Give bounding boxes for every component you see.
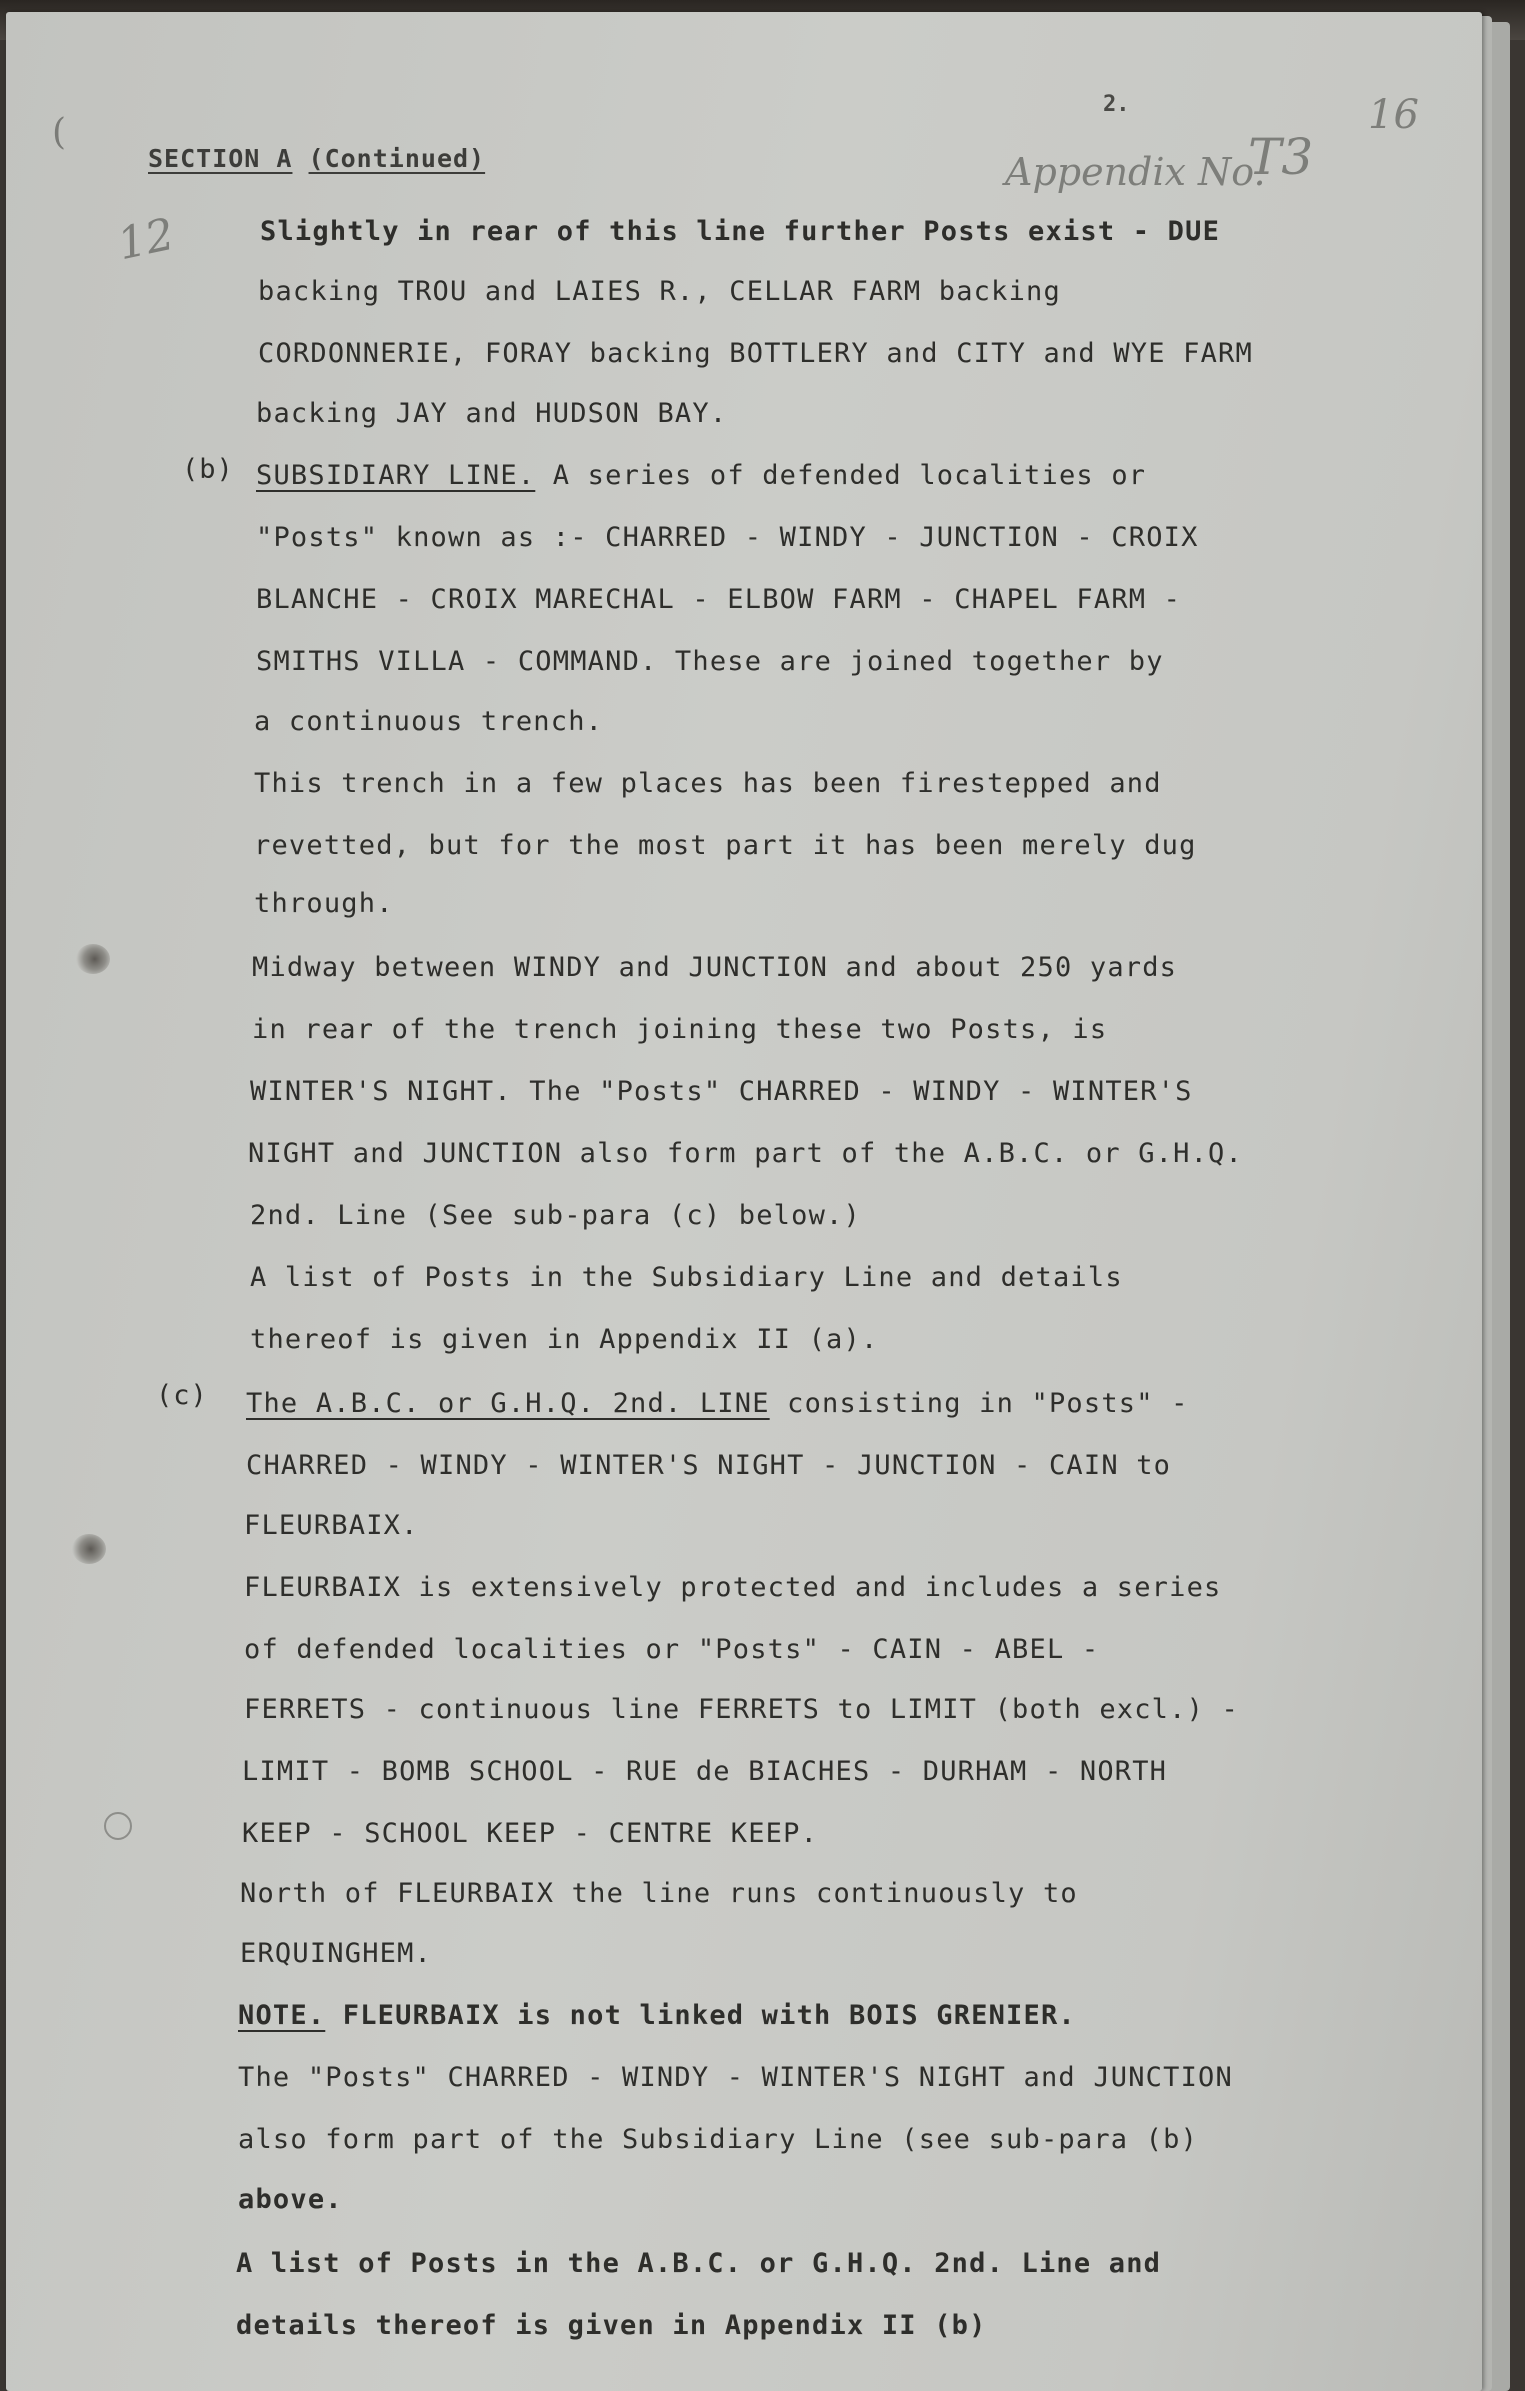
text-line-24: of defended localities or "Posts" - CAIN - ABEL - <box>244 1634 1100 1665</box>
text-line-20-rest: consisting in "Posts" - <box>787 1388 1189 1419</box>
text-line-20 <box>246 1388 1189 1419</box>
text-line-23: FLEURBAIX is extensively protected and includes a series <box>244 1572 1222 1603</box>
section-heading <box>148 144 485 173</box>
text-line-1: Slightly in rear of this line further Posts exist - DUE <box>260 216 1221 247</box>
text-line-18: A list of Posts in the Subsidiary Line and details <box>250 1262 1123 1293</box>
text-line-25: FERRETS - continuous line FERRETS to LIMIT (both excl.) - <box>244 1694 1239 1725</box>
margin-number: 12 <box>113 208 179 271</box>
folio-number: 16 <box>1368 92 1419 138</box>
abc-line-title: The A.B.C. or G.H.Q. 2nd. LINE <box>246 1388 770 1419</box>
text-line-22: FLEURBAIX. <box>244 1510 419 1541</box>
appendix-label: Appendix No. <box>1005 150 1266 194</box>
text-line-8: SMITHS VILLA - COMMAND. These are joined together by <box>256 646 1164 677</box>
text-line-14: in rear of the trench joining these two Posts, is <box>252 1014 1108 1045</box>
text-line-12: through. <box>254 888 394 919</box>
circle-mark <box>104 1812 132 1840</box>
text-line-30-rest: FLEURBAIX is not linked with BOIS GRENIER. <box>342 2000 1076 2031</box>
text-line-13: Midway between WINDY and JUNCTION and about 250 yards <box>252 952 1178 983</box>
text-line-15: WINTER'S NIGHT. The "Posts" CHARRED - WINDY - WINTER'S <box>250 1076 1193 1107</box>
text-line-5 <box>256 460 1146 491</box>
text-line-3: CORDONNERIE, FORAY backing BOTTLERY and CITY and WYE FARM <box>258 338 1253 369</box>
punch-hole-lower <box>72 1534 106 1564</box>
text-line-33: above. <box>238 2184 343 2215</box>
text-line-27: KEEP - SCHOOL KEEP - CENTRE KEEP. <box>242 1818 819 1849</box>
text-line-21: CHARRED - WINDY - WINTER'S NIGHT - JUNCTION - CAIN to <box>246 1450 1172 1481</box>
text-line-6: "Posts" known as :- CHARRED - WINDY - JUNCTION - CROIX <box>256 522 1199 553</box>
subpara-marker-c: (c) <box>156 1380 208 1411</box>
appendix-number: T3 <box>1248 128 1314 186</box>
text-line-11: revetted, but for the most part it has been merely dug <box>254 830 1197 861</box>
text-line-35: details thereof is given in Appendix II (b) <box>236 2310 987 2341</box>
text-line-19: thereof is given in Appendix II (a). <box>250 1324 879 1355</box>
text-line-26: LIMIT - BOMB SCHOOL - RUE de BIACHES - DURHAM - NORTH <box>242 1756 1168 1787</box>
text-line-7: BLANCHE - CROIX MARECHAL - ELBOW FARM - CHAPEL FARM - <box>256 584 1182 615</box>
text-line-32: also form part of the Subsidiary Line (see sub-para (b) <box>238 2124 1199 2155</box>
text-line-2: backing TROU and LAIES R., CELLAR FARM backing <box>258 276 1061 307</box>
text-line-30 <box>238 2000 1076 2031</box>
punch-hole-upper <box>76 944 110 974</box>
text-line-17: 2nd. Line (See sub-para (c) below.) <box>250 1200 861 1231</box>
text-line-9: a continuous trench. <box>254 706 604 737</box>
section-prefix: SECTION A <box>148 144 293 173</box>
text-line-29: ERQUINGHEM. <box>240 1938 433 1969</box>
text-line-4: backing JAY and HUDSON BAY. <box>256 398 728 429</box>
text-line-5-rest: A series of defended localities or <box>552 460 1147 491</box>
text-line-31: The "Posts" CHARRED - WINDY - WINTER'S NIGHT and JUNCTION <box>238 2062 1233 2093</box>
page-number: 2. <box>1103 92 1130 117</box>
note-label: NOTE. <box>238 2000 326 2031</box>
section-suffix: (Continued) <box>308 144 486 173</box>
subpara-marker-b: (b) <box>182 454 234 485</box>
margin-pencil-mark: ( <box>52 112 67 153</box>
text-line-10: This trench in a few places has been firestepped and <box>254 768 1162 799</box>
text-line-16: NIGHT and JUNCTION also form part of the A.B.C. or G.H.Q. <box>248 1138 1243 1169</box>
subsidiary-line-title: SUBSIDIARY LINE. <box>256 460 536 491</box>
text-line-34: A list of Posts in the A.B.C. or G.H.Q. 2nd. Line and <box>236 2248 1162 2279</box>
text-line-28: North of FLEURBAIX the line runs continuously to <box>240 1878 1078 1909</box>
